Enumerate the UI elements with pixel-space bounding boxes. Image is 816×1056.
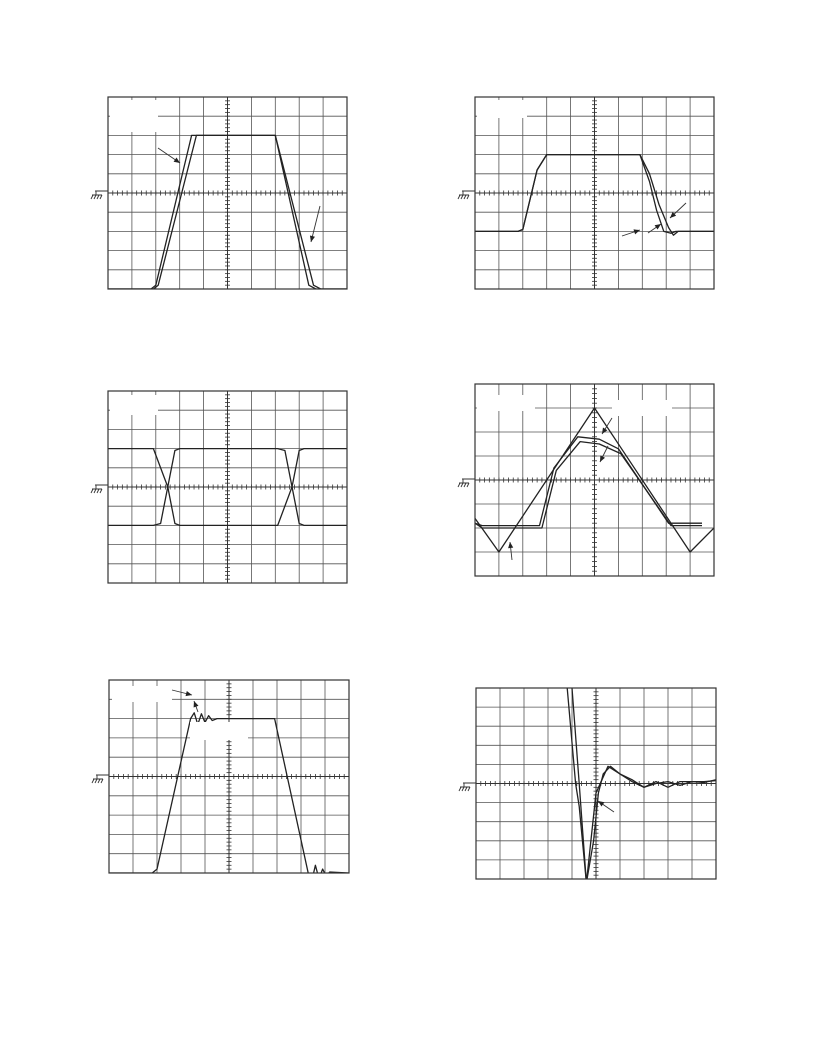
annotation-arrow (194, 701, 199, 712)
label-box (612, 400, 672, 416)
scope-panel-6 (459, 688, 716, 883)
trace-2 (475, 437, 702, 526)
annotation-arrow (600, 446, 608, 462)
annotation-arrow (508, 542, 513, 560)
trace-3 (475, 442, 702, 528)
label-box (110, 395, 158, 415)
label-box (110, 100, 158, 132)
ground-icon (92, 775, 109, 783)
annotation-arrow (172, 690, 192, 696)
label-box (477, 100, 527, 118)
ground-icon (458, 479, 475, 487)
label-box (112, 686, 172, 702)
ground-icon (459, 783, 476, 791)
label-box (477, 395, 535, 411)
scope-panel-3 (91, 391, 347, 583)
annotation-arrow (622, 229, 640, 236)
label-box (190, 722, 248, 740)
ground-icon (458, 191, 475, 199)
annotation-arrow (158, 148, 180, 163)
scope-panel-2 (458, 97, 714, 289)
scope-panel-5 (92, 680, 349, 881)
scope-panel-1 (91, 97, 347, 289)
ground-icon (91, 191, 108, 199)
annotation-arrow (310, 206, 320, 242)
ground-icon (91, 485, 108, 493)
scope-panel-4 (458, 384, 714, 576)
annotation-arrow (670, 203, 686, 218)
